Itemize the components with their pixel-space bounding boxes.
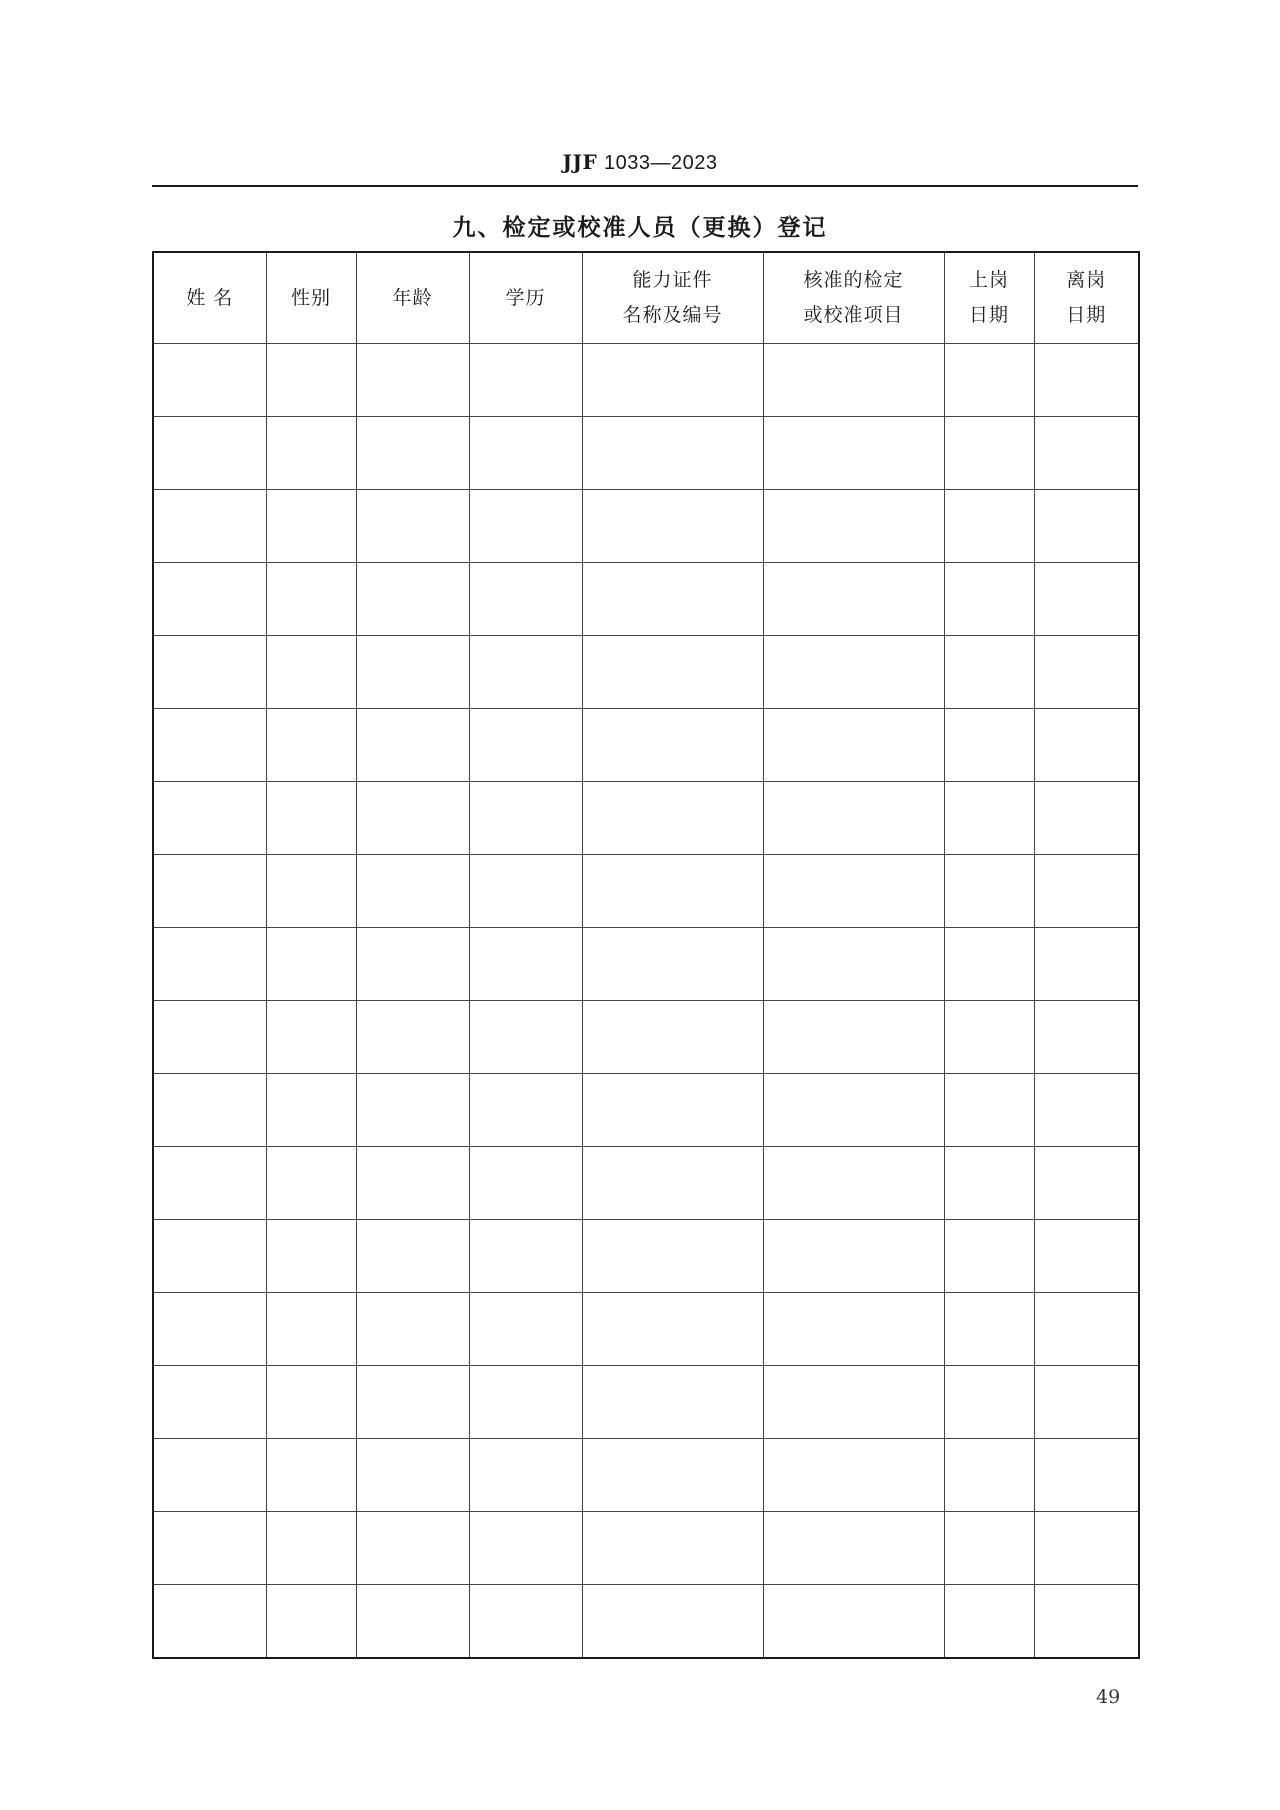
col-header-age bbox=[356, 252, 469, 344]
table-cell[interactable] bbox=[944, 1220, 1034, 1293]
standard-header bbox=[0, 150, 1280, 175]
table-header-row bbox=[153, 252, 1139, 344]
col-header-name bbox=[153, 252, 266, 344]
table-cell[interactable] bbox=[582, 782, 763, 855]
table-cell[interactable] bbox=[153, 1585, 266, 1659]
table-cell[interactable] bbox=[582, 417, 763, 490]
col-header-line1: 性别 bbox=[290, 286, 331, 309]
table-cell[interactable] bbox=[266, 1293, 356, 1366]
table-cell[interactable] bbox=[266, 1439, 356, 1512]
table-cell[interactable] bbox=[356, 1512, 469, 1585]
table-cell[interactable] bbox=[153, 855, 266, 928]
table-cell[interactable] bbox=[1034, 1585, 1139, 1659]
table-cell[interactable] bbox=[266, 855, 356, 928]
table-cell[interactable] bbox=[582, 1366, 763, 1439]
table-cell[interactable] bbox=[153, 490, 266, 563]
table-cell[interactable] bbox=[763, 1220, 944, 1293]
table-cell[interactable] bbox=[763, 1293, 944, 1366]
table-cell[interactable] bbox=[582, 636, 763, 709]
table-cell[interactable] bbox=[153, 1001, 266, 1074]
table-cell[interactable] bbox=[469, 417, 582, 490]
table-cell[interactable] bbox=[763, 1074, 944, 1147]
table-cell[interactable] bbox=[356, 782, 469, 855]
table-cell[interactable] bbox=[356, 1293, 469, 1366]
table-cell[interactable] bbox=[763, 1439, 944, 1512]
page-number: 49 bbox=[1096, 1686, 1121, 1708]
table-cell[interactable] bbox=[582, 1074, 763, 1147]
table-cell[interactable] bbox=[1034, 490, 1139, 563]
table-cell[interactable] bbox=[763, 709, 944, 782]
table-cell[interactable] bbox=[1034, 1147, 1139, 1220]
table-cell[interactable] bbox=[944, 490, 1034, 563]
table-cell[interactable] bbox=[582, 1220, 763, 1293]
table-row bbox=[153, 709, 1139, 782]
col-header-line1: 姓 名 bbox=[186, 286, 234, 309]
table-cell[interactable] bbox=[582, 1001, 763, 1074]
table-cell[interactable] bbox=[469, 855, 582, 928]
table-cell[interactable] bbox=[1034, 1220, 1139, 1293]
table-cell[interactable] bbox=[1034, 344, 1139, 417]
table-cell[interactable] bbox=[944, 1147, 1034, 1220]
col-header-approved-items bbox=[763, 252, 944, 344]
table-cell[interactable] bbox=[582, 1512, 763, 1585]
table-cell[interactable] bbox=[763, 855, 944, 928]
table-cell[interactable] bbox=[153, 709, 266, 782]
table-cell[interactable] bbox=[266, 1585, 356, 1659]
table-cell[interactable] bbox=[944, 1366, 1034, 1439]
table-cell[interactable] bbox=[266, 1366, 356, 1439]
table-cell[interactable] bbox=[153, 1074, 266, 1147]
table-cell[interactable] bbox=[944, 563, 1034, 636]
table-cell[interactable] bbox=[1034, 1001, 1139, 1074]
table-cell[interactable] bbox=[469, 344, 582, 417]
table-cell[interactable] bbox=[1034, 1366, 1139, 1439]
table-cell[interactable] bbox=[1034, 855, 1139, 928]
table-cell[interactable] bbox=[944, 928, 1034, 1001]
table-cell[interactable] bbox=[266, 709, 356, 782]
section-title: 九、检定或校准人员（更换）登记 bbox=[452, 215, 828, 241]
table-cell[interactable] bbox=[266, 417, 356, 490]
table-cell[interactable] bbox=[469, 636, 582, 709]
table-cell[interactable] bbox=[356, 709, 469, 782]
table-row bbox=[153, 1439, 1139, 1512]
table-row bbox=[153, 1366, 1139, 1439]
table-cell[interactable] bbox=[582, 1293, 763, 1366]
table-cell[interactable] bbox=[356, 636, 469, 709]
table-row bbox=[153, 344, 1139, 417]
table-cell[interactable] bbox=[266, 782, 356, 855]
table-cell[interactable] bbox=[763, 782, 944, 855]
col-header-line1: 核准的检定 bbox=[803, 269, 904, 291]
table-cell[interactable] bbox=[356, 1585, 469, 1659]
table-cell[interactable] bbox=[763, 1512, 944, 1585]
table-cell[interactable] bbox=[763, 1585, 944, 1659]
table-cell[interactable] bbox=[469, 709, 582, 782]
table-cell[interactable] bbox=[1034, 636, 1139, 709]
table-cell[interactable] bbox=[944, 1293, 1034, 1366]
table-cell[interactable] bbox=[582, 344, 763, 417]
personnel-register-table bbox=[152, 251, 1140, 1659]
table-cell[interactable] bbox=[266, 490, 356, 563]
table-cell[interactable] bbox=[356, 1074, 469, 1147]
table-cell[interactable] bbox=[944, 417, 1034, 490]
table-row bbox=[153, 1293, 1139, 1366]
table-cell[interactable] bbox=[153, 417, 266, 490]
table-cell[interactable] bbox=[763, 1147, 944, 1220]
table-cell[interactable] bbox=[469, 1001, 582, 1074]
table-cell[interactable] bbox=[582, 1147, 763, 1220]
table-cell[interactable] bbox=[582, 1585, 763, 1659]
table-cell[interactable] bbox=[763, 1001, 944, 1074]
col-header-leave-date bbox=[1034, 252, 1139, 344]
table-cell[interactable] bbox=[356, 490, 469, 563]
table-cell[interactable] bbox=[582, 855, 763, 928]
table-cell[interactable] bbox=[763, 563, 944, 636]
table-cell[interactable] bbox=[356, 1439, 469, 1512]
table-cell[interactable] bbox=[266, 928, 356, 1001]
table-cell[interactable] bbox=[763, 344, 944, 417]
table-cell[interactable] bbox=[944, 855, 1034, 928]
table-row bbox=[153, 1074, 1139, 1147]
table-cell[interactable] bbox=[582, 563, 763, 636]
table-row bbox=[153, 636, 1139, 709]
table-cell[interactable] bbox=[582, 1439, 763, 1512]
table-body bbox=[153, 344, 1139, 1659]
table-cell[interactable] bbox=[153, 1220, 266, 1293]
table-cell[interactable] bbox=[469, 928, 582, 1001]
col-header-line2: 日期 bbox=[968, 304, 1009, 326]
table-cell[interactable] bbox=[763, 1366, 944, 1439]
table-cell[interactable] bbox=[469, 1366, 582, 1439]
col-header-gender bbox=[266, 252, 356, 344]
table-cell[interactable] bbox=[266, 1512, 356, 1585]
table-cell[interactable] bbox=[582, 928, 763, 1001]
table-row bbox=[153, 782, 1139, 855]
table-cell[interactable] bbox=[944, 709, 1034, 782]
table-cell[interactable] bbox=[1034, 1512, 1139, 1585]
table-cell[interactable] bbox=[469, 1439, 582, 1512]
table-cell[interactable] bbox=[266, 1001, 356, 1074]
table-cell[interactable] bbox=[763, 417, 944, 490]
col-header-line2: 日期 bbox=[1066, 304, 1107, 326]
standard-code: JJF bbox=[562, 150, 598, 174]
table-cell[interactable] bbox=[153, 1147, 266, 1220]
table-cell[interactable] bbox=[469, 1220, 582, 1293]
table-row bbox=[153, 563, 1139, 636]
col-header-line2: 或校准项目 bbox=[803, 304, 904, 326]
col-header-education bbox=[469, 252, 582, 344]
table-cell[interactable] bbox=[469, 1293, 582, 1366]
table-cell[interactable] bbox=[266, 636, 356, 709]
table-row bbox=[153, 1512, 1139, 1585]
table-cell[interactable] bbox=[356, 1001, 469, 1074]
table-cell[interactable] bbox=[1034, 563, 1139, 636]
table-row bbox=[153, 928, 1139, 1001]
table-cell[interactable] bbox=[356, 928, 469, 1001]
table-cell[interactable] bbox=[469, 1585, 582, 1659]
table-cell[interactable] bbox=[266, 563, 356, 636]
table-cell[interactable] bbox=[356, 417, 469, 490]
table-cell[interactable] bbox=[153, 1293, 266, 1366]
table-cell[interactable] bbox=[153, 1366, 266, 1439]
table-cell[interactable] bbox=[582, 490, 763, 563]
table-cell[interactable] bbox=[944, 1512, 1034, 1585]
table-cell[interactable] bbox=[356, 1366, 469, 1439]
table-cell[interactable] bbox=[944, 1439, 1034, 1512]
col-header-line1: 上岗 bbox=[968, 269, 1009, 291]
table-cell[interactable] bbox=[944, 1001, 1034, 1074]
table-cell[interactable] bbox=[356, 855, 469, 928]
table-row bbox=[153, 855, 1139, 928]
table-row bbox=[153, 1585, 1139, 1659]
col-header-line1: 能力证件 bbox=[632, 269, 713, 291]
table-cell[interactable] bbox=[582, 709, 763, 782]
table-cell[interactable] bbox=[944, 1074, 1034, 1147]
table-cell[interactable] bbox=[1034, 1439, 1139, 1512]
table-cell[interactable] bbox=[469, 782, 582, 855]
table-cell[interactable] bbox=[944, 636, 1034, 709]
table-cell[interactable] bbox=[356, 1220, 469, 1293]
header-rule bbox=[152, 185, 1138, 187]
table-row bbox=[153, 1220, 1139, 1293]
table-cell[interactable] bbox=[944, 782, 1034, 855]
table-row bbox=[153, 1147, 1139, 1220]
table-row bbox=[153, 490, 1139, 563]
table-cell[interactable] bbox=[944, 1585, 1034, 1659]
table-cell[interactable] bbox=[1034, 928, 1139, 1001]
col-header-line2: 名称及编号 bbox=[622, 304, 723, 326]
table-cell[interactable] bbox=[266, 1074, 356, 1147]
table-cell[interactable] bbox=[469, 490, 582, 563]
table-cell[interactable] bbox=[763, 636, 944, 709]
table-cell[interactable] bbox=[266, 344, 356, 417]
table-cell[interactable] bbox=[356, 344, 469, 417]
table-cell[interactable] bbox=[356, 563, 469, 636]
table-cell[interactable] bbox=[153, 1512, 266, 1585]
table-cell[interactable] bbox=[153, 344, 266, 417]
table-cell[interactable] bbox=[1034, 782, 1139, 855]
col-header-certificate bbox=[582, 252, 763, 344]
col-header-line1: 学历 bbox=[505, 286, 546, 309]
table-cell[interactable] bbox=[266, 1147, 356, 1220]
table-cell[interactable] bbox=[469, 1074, 582, 1147]
table-cell[interactable] bbox=[153, 563, 266, 636]
table-cell[interactable] bbox=[469, 563, 582, 636]
table-cell[interactable] bbox=[944, 344, 1034, 417]
table-cell[interactable] bbox=[1034, 417, 1139, 490]
table-cell[interactable] bbox=[1034, 709, 1139, 782]
table-cell[interactable] bbox=[763, 490, 944, 563]
table-cell[interactable] bbox=[153, 1439, 266, 1512]
table-row bbox=[153, 417, 1139, 490]
table-cell[interactable] bbox=[1034, 1074, 1139, 1147]
table-cell[interactable] bbox=[469, 1512, 582, 1585]
table-cell[interactable] bbox=[763, 928, 944, 1001]
table-cell[interactable] bbox=[153, 636, 266, 709]
col-header-line1: 离岗 bbox=[1066, 269, 1107, 291]
table-cell[interactable] bbox=[266, 1220, 356, 1293]
table-cell[interactable] bbox=[469, 1147, 582, 1220]
standard-number: 1033—2023 bbox=[604, 152, 718, 174]
table-cell[interactable] bbox=[356, 1147, 469, 1220]
table-cell[interactable] bbox=[153, 928, 266, 1001]
col-header-line1: 年龄 bbox=[392, 286, 433, 309]
table-row bbox=[153, 1001, 1139, 1074]
col-header-start-date bbox=[944, 252, 1034, 344]
table-cell[interactable] bbox=[1034, 1293, 1139, 1366]
table-cell[interactable] bbox=[153, 782, 266, 855]
